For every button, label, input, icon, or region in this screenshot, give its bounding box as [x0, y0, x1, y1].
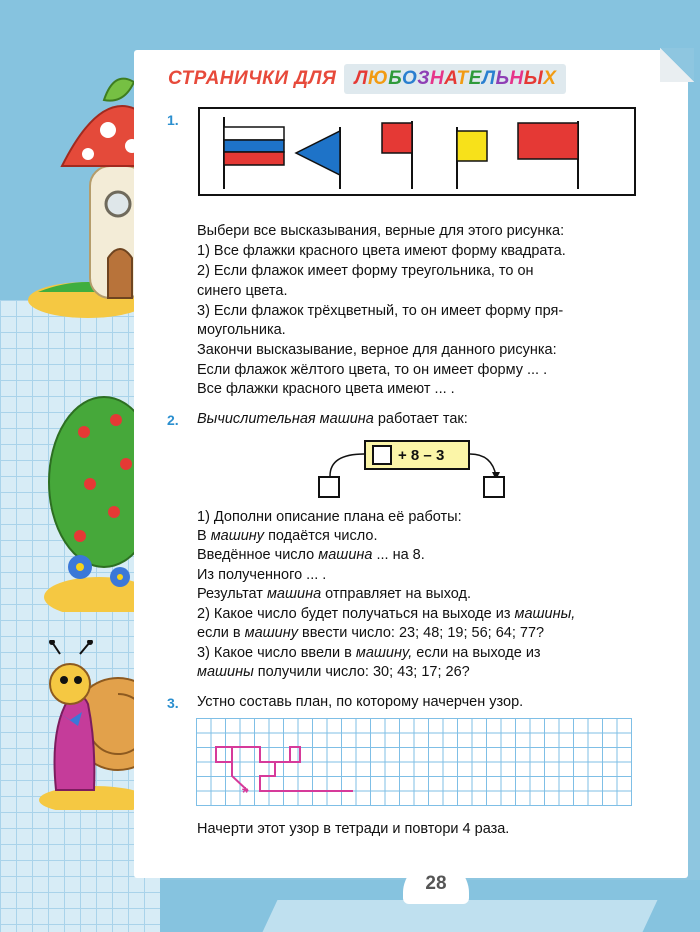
task2-line: 2) Какое число будет получаться на выходе из машины,: [197, 606, 576, 622]
header-letter: Н: [429, 68, 445, 89]
header-letter: З: [417, 68, 430, 89]
tricolor-flag: [224, 127, 284, 165]
header-letter: Л: [354, 68, 368, 89]
task2-line: если в машину ввести число: 23; 48; 19; 56; 64; 77?: [197, 625, 545, 641]
header-letter: Б: [388, 68, 402, 89]
header-part2: [344, 64, 566, 94]
header-letter: Ю: [367, 68, 389, 89]
task3-homework: Начерти этот узор в тетради и повтори 4 раза.: [197, 821, 510, 837]
machine-input-square: [372, 445, 392, 465]
task1-line: Если флажок жёлтого цвета, то он имеет форму ... .: [197, 362, 548, 378]
section-header: [160, 62, 566, 96]
task2-title: Вычислительная машина работает так:: [197, 411, 468, 427]
red-rectangle-flag: [518, 123, 578, 159]
blue-triangle-flag: [296, 131, 340, 175]
task1-line: Все флажки красного цвета имеют ... .: [197, 381, 455, 397]
task3-instruction: Устно составь план, по которому начерчен узор.: [197, 694, 524, 710]
machine-operations: + 8 – 3: [398, 446, 445, 464]
header-letter: А: [444, 68, 457, 89]
task1-line: Закончи высказывание, верное для данного рисунка:: [197, 342, 557, 358]
task1-number: 1.: [167, 112, 179, 128]
input-box: [318, 476, 340, 498]
header-letter: Н: [509, 68, 524, 89]
yellow-square-flag: [457, 131, 487, 161]
pattern-drawing: [196, 718, 632, 806]
task2-line: В машину подаётся число.: [197, 528, 378, 544]
flags-svg: [200, 109, 634, 194]
apple-bush-illustration: [44, 372, 144, 612]
output-box: [483, 476, 505, 498]
task1-line: Выбери все высказывания, верные для этого рисунка:: [197, 223, 565, 239]
header-letter: О: [401, 68, 418, 89]
flags-figure: [198, 107, 636, 196]
red-square-flag: [382, 123, 412, 153]
header-letter: Е: [468, 68, 483, 89]
task1-line: 1) Все флажки красного цвета имеют форму квадрата.: [197, 243, 566, 259]
task2-line: 1) Дополни описание плана её работы:: [197, 509, 462, 525]
task2-line: Результат машина отправляет на выход.: [197, 586, 472, 602]
background-stripe: [263, 900, 658, 932]
start-mark: *: [242, 785, 249, 802]
task2-line: 3) Какое число ввели в машину, если на выходе из: [197, 645, 541, 661]
mushroom-house-illustration: [28, 70, 148, 320]
task2-line: Из полученного ... .: [197, 567, 327, 583]
header-letter: Ы: [523, 68, 544, 89]
task1-line: 3) Если флажок трёхцветный, то он имеет форму пря-: [197, 303, 564, 319]
page-number: 28: [403, 860, 469, 904]
header-letter: Т: [456, 68, 469, 89]
header-letter: Ь: [495, 68, 510, 89]
header-letter: Л: [482, 68, 496, 89]
task1-line: синего цвета.: [197, 283, 288, 299]
task3-number: 3.: [167, 695, 179, 711]
task1-line: моугольника.: [197, 322, 286, 338]
task1-line: 2) Если флажок имеет форму треугольника, то он: [197, 263, 534, 279]
task2-line: машины получили число: 30; 43; 17; 26?: [197, 664, 470, 680]
task2-number: 2.: [167, 412, 179, 428]
snail-illustration: [34, 640, 144, 810]
header-letter: Х: [543, 68, 557, 89]
page-curl: [660, 48, 694, 82]
header-part1: СТРАНИЧКИ ДЛЯ: [168, 68, 337, 89]
task2-line: Введённое число машина ... на 8.: [197, 547, 425, 563]
calculating-machine: [364, 440, 470, 470]
